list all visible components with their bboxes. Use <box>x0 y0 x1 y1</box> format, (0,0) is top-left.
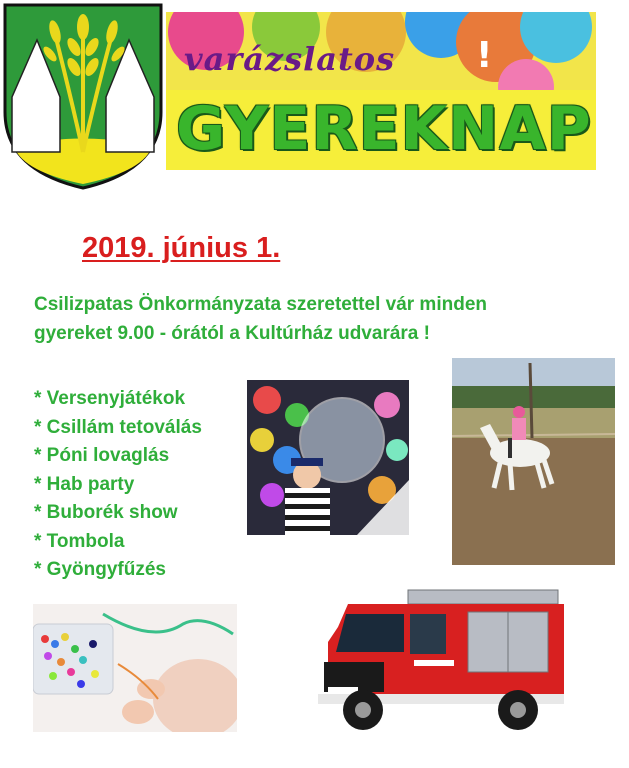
svg-text:!: ! <box>476 35 493 76</box>
village-crest <box>2 2 164 190</box>
program-list <box>34 385 202 585</box>
pony-riding-photo <box>452 358 615 565</box>
banner-title: GYEREKNAP <box>176 94 592 164</box>
invitation-line-2: gyereket 9.00 - órától a Kultúrház udvarára ! <box>34 323 430 344</box>
event-date: 2019. június 1. <box>82 232 281 264</box>
list-item: * Csillám tetoválás <box>34 416 202 438</box>
gyereknap-banner <box>166 12 596 170</box>
pony-rider-icon <box>452 358 615 565</box>
list-item: * Hab party <box>34 473 135 495</box>
bead-threading-photo <box>33 604 237 732</box>
list-item: * Gyöngyfűzés <box>34 559 166 580</box>
list-item: * Tombola <box>34 530 125 552</box>
clown-bubble-icon <box>247 380 409 535</box>
invitation-line-1: Csilizpatas Önkormányzata szeretettel vár minden <box>34 294 487 315</box>
banner-subtitle: varázslatos <box>184 40 396 78</box>
fire-truck-photo <box>318 582 566 737</box>
list-item: * Póni lovaglás <box>34 445 170 466</box>
clown-bubble-photo <box>247 380 409 535</box>
wheat-crest-icon <box>2 2 164 190</box>
list-item: * Versenyjátékok <box>34 388 186 409</box>
beads-icon <box>33 604 237 732</box>
list-item: * Buborék show <box>34 502 178 523</box>
invitation-text <box>34 290 554 348</box>
fire-truck-icon <box>318 582 566 737</box>
